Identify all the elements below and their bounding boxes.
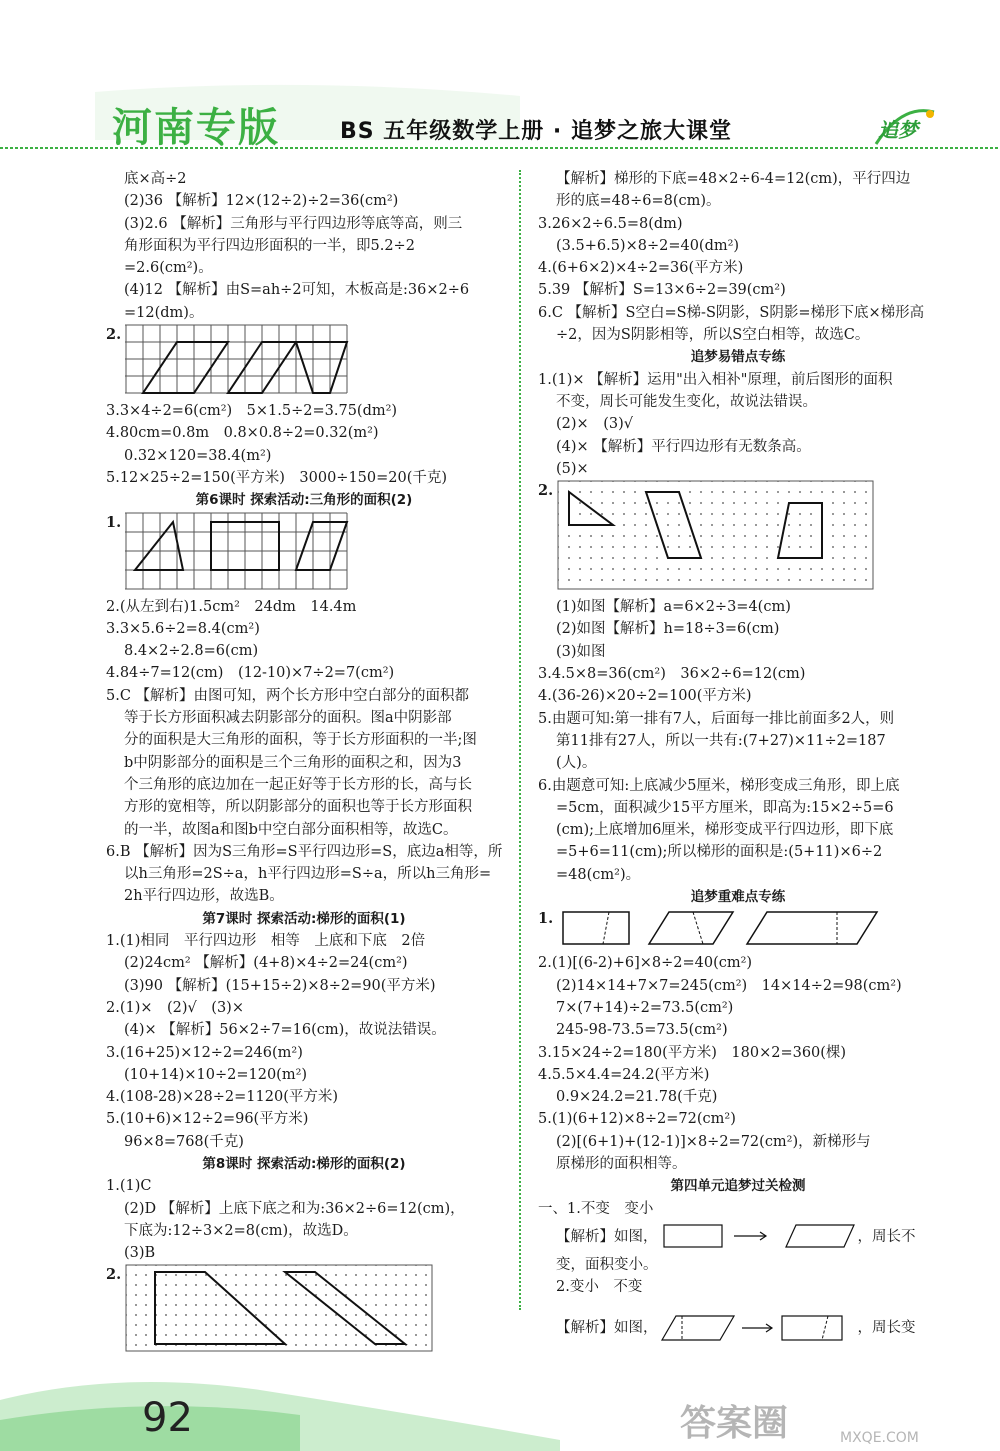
answer-line: 分的面积是大三角形的面积，等于长方形面积的一半;图 [124,732,477,749]
answer-line: 3.(16+25)×12÷2=246(m²) [106,1044,303,1061]
answer-line: =2.6(cm²)。 [124,260,213,277]
answer-line: 底×高÷2 [124,171,187,187]
answer-line: 6.B 【解析】因为S三角形=S平行四边形=S，底边a相等，所 [106,843,503,860]
answer-line: =5cm，面积减少15平方厘米，即高为:15×2÷5=6 [556,799,894,816]
triangle-grid-figure [125,512,350,590]
cut-shapes-figure [557,908,887,948]
answer-line: 5.12×25÷2=150(平方米) 3000÷150=20(千克) [106,469,448,486]
question-number: 1. [538,910,554,928]
question-1-cut-figure-row [538,908,938,952]
answer-line: 第11排有27人，所以一共有:(7+27)×11÷2=187 [556,732,886,749]
answer-line: 下底为:12÷3×2=8(cm)，故选D。 [124,1222,358,1239]
answer-line: =12(dm)。 [124,304,204,321]
parallelogram-to-rect-figure [658,1310,858,1346]
answer-line: 4.(6+6×2)×4÷2=36(平方米) [538,260,744,277]
answer-line: 3.3×5.6÷2=8.4(cm²) [106,620,260,637]
answer-line: (2)[(6+1)+(12-1)]×8÷2=72(cm²)，新梯形与 [556,1133,871,1150]
answer-line: 0.9×24.2=21.78(千克) [556,1089,718,1106]
answer-line: 变，面积变小。 [556,1256,658,1273]
brand-title: 河南专版 [112,105,280,151]
answer-line: 8.4×2÷2.8=6(cm) [124,643,259,660]
question-number: 2. [538,482,554,500]
answer-line: 5.(10+6)×12÷2=96(平方米) [106,1111,309,1128]
answer-line: ÷2，因为S阴影相等，所以S空白相等，故选C。 [556,327,870,344]
answer-line: 形的底=48÷6=8(cm)。 [556,193,721,210]
answer-line: (5)× [556,460,589,477]
answer-line: (2)× (3)√ [556,416,633,433]
answer-line: 3.4.5×8=36(cm²) 36×2÷6=12(cm) [538,666,806,683]
logo [872,104,936,150]
dotted-shapes-figure [557,480,877,592]
answer-line: (人)。 [556,755,597,772]
analysis-figure-row-2 [538,1308,938,1348]
answer-line: 2.(从左到右)1.5cm² 24dm 14.4m [106,598,357,615]
answer-line: 【解析】如图， [556,1320,658,1337]
answer-line: 2.(1)[(6-2)+6]×8÷2=40(cm²) [538,955,753,972]
book-title: BS 五年级数学上册 · 追梦之旅大课堂 [340,119,732,144]
answer-line: b中阴影部分的面积是三个三角形的面积之和，因为3 [124,754,462,771]
answer-line: 原梯形的面积相等。 [556,1155,687,1172]
answer-line: 的一半，故图a和图b中空白部分面积相等，故选C。 [124,821,458,838]
left-column [106,168,502,1356]
header-rule [0,146,1000,150]
section-heading: 第7课时 探索活动:梯形的面积(1) [202,910,406,927]
section-heading: 第四单元追梦过关检测 [670,1178,806,1195]
answer-line: (cm);上底增加6厘米，梯形变成平行四边形，即下底 [556,822,894,839]
question-2-dotted-figure-row [538,480,938,596]
question-number: 2. [106,326,122,344]
answer-line: 5.39 【解析】S=13×6÷2=39(cm²) [538,282,786,299]
answer-line: 以h三角形=2S÷a，h平行四边形=S÷a，所以h三角形= [124,866,492,883]
answer-line: (3)90 【解析】(15+15÷2)×8÷2=90(平方米) [124,977,436,994]
section-heading: 追梦重难点专练 [690,889,786,906]
answer-line: 2h平行四边形，故选B。 [124,888,284,905]
answer-line: =48(cm²)。 [556,866,641,883]
section-heading: 第8课时 探索活动:梯形的面积(2) [202,1155,406,1172]
column-divider [519,170,521,1310]
answer-line: =5+6=11(cm);所以梯形的面积是:(5+11)×6÷2 [556,844,883,861]
answer-line: 【解析】梯形的下底=48×2÷6-4=12(cm)，平行四边 [556,171,911,187]
question-2b-figure-row [106,1264,502,1356]
answer-line: 7×(7+14)÷2=73.5(cm²) [556,999,734,1016]
answer-line: (3)B [124,1245,156,1262]
answer-line: (10+14)×10÷2=120(m²) [124,1066,308,1083]
answer-line: 1.(1)C [106,1178,152,1195]
dotted-grid-figure [125,1264,435,1354]
question-number: 1. [106,513,122,531]
section-heading: 追梦易错点专练 [690,349,786,366]
answer-line: 方形的宽相等，所以阴影部分的面积也等于长方形面积 [124,799,472,816]
answer-line: (1)如图【解析】a=6×2÷3=4(cm) [556,599,791,616]
question-1-figure-row [106,512,502,596]
answer-line: 3.3×4÷2=6(cm²) 5×1.5÷2=3.75(dm²) [106,403,398,420]
answer-line: (3.5+6.5)×8÷2=40(dm²) [556,237,740,254]
watermark-logo: 答案圈 [680,1403,789,1444]
answer-line: 245-98-73.5=73.5(cm²) [556,1022,728,1039]
answer-line: 3.15×24÷2=180(平方米) 180×2=360(棵) [538,1044,847,1061]
parallelogram-grid-figure [125,324,350,394]
answer-line: ，周长变 [857,1320,916,1337]
answer-line: 4.(108-28)×28÷2=1120(平方米) [106,1089,339,1106]
answer-line: 4.5.5×4.4=24.2(平方米) [538,1066,710,1083]
right-column [538,168,938,1348]
watermark-url: MXQE.COM [840,1430,919,1446]
answer-line: (2)D 【解析】上底下底之和为:36×2÷6=12(cm)， [124,1200,465,1217]
question-number: 2. [106,1266,122,1284]
answer-line: 4.80cm=0.8m 0.8×0.8÷2=0.32(m²) [106,425,379,442]
answer-line: 96×8=768(千克) [124,1133,244,1150]
answer-line: 1.(1)相同 平行四边形 相等 上底和下底 2倍 [106,933,426,950]
answer-line: 等于长方形面积减去阴影部分的面积。图a中阴影部 [124,710,452,727]
analysis-figure-row-1 [538,1220,938,1254]
answer-line: 5.由题可知:第一排有7人，后面每一排比前面多2人，则 [538,710,895,727]
answer-line: (2)24cm² 【解析】(4+8)×4÷2=24(cm²) [124,955,408,972]
answer-line: (3)2.6 【解析】三角形与平行四边形等底等高，则三 [124,215,463,232]
answer-line: 3.26×2÷6.5=8(dm) [538,215,683,232]
answer-line: 6.由题意可知:上底减少5厘米，梯形变成三角形，即上底 [538,777,900,794]
logo-text: 追梦 [878,118,918,142]
answer-line: 个三角形的底边加在一起正好等于长方形的长，高与长 [124,776,472,793]
answer-line: 角形面积为平行四边形面积的一半，即5.2÷2 [124,237,415,254]
answer-line: 6.C 【解析】S空白=S梯-S阴影，S阴影=梯形下底×梯形高 [538,304,925,321]
answer-line: (2)14×14+7×7=245(cm²) 14×14÷2=98(cm²) [556,977,902,994]
question-2-figure-row [106,324,502,400]
answer-line: 一、1.不变 变小 [538,1200,654,1217]
rect-to-parallelogram-figure [658,1221,858,1253]
answer-line: 0.32×120=38.4(m²) [124,447,272,464]
answer-line: (4)× 【解析】56×2÷7=16(cm)，故说法错误。 [124,1022,446,1039]
answer-line: 2.(1)× (2)√ (3)× [106,999,244,1016]
answer-line: 4.(36-26)×20÷2=100(平方米) [538,688,752,705]
answer-line: ，周长不 [857,1228,916,1245]
answer-line: (2)36 【解析】12×(12÷2)÷2=36(cm²) [124,193,399,210]
answer-line: (4)× 【解析】平行四边形有无数条高。 [556,438,811,455]
answer-line: 【解析】如图， [556,1228,658,1245]
page-header [0,0,1000,170]
answer-line: 2.变小 不变 [556,1279,643,1296]
section-heading: 第6课时 探索活动:三角形的面积(2) [195,492,413,509]
page-number: 92 [142,1395,193,1441]
answer-line: 1.(1)× 【解析】运用"出入相补"原理，前后图形的面积 [538,371,893,388]
answer-line: 不变，周长可能发生变化，故说法错误。 [556,393,817,410]
answer-line: 5.C 【解析】由图可知，两个长方形中空白部分的面积都 [106,687,470,704]
answer-line: (2)如图【解析】h=18÷3=6(cm) [556,621,780,638]
answer-line: (4)12 【解析】由S=ah÷2可知，木板高是:36×2÷6 [124,282,470,299]
answer-line: 4.84÷7=12(cm) (12-10)×7÷2=7(cm²) [106,665,395,682]
answer-line: 5.(1)(6+12)×8÷2=72(cm²) [538,1111,736,1128]
answer-line: (3)如图 [556,643,606,660]
